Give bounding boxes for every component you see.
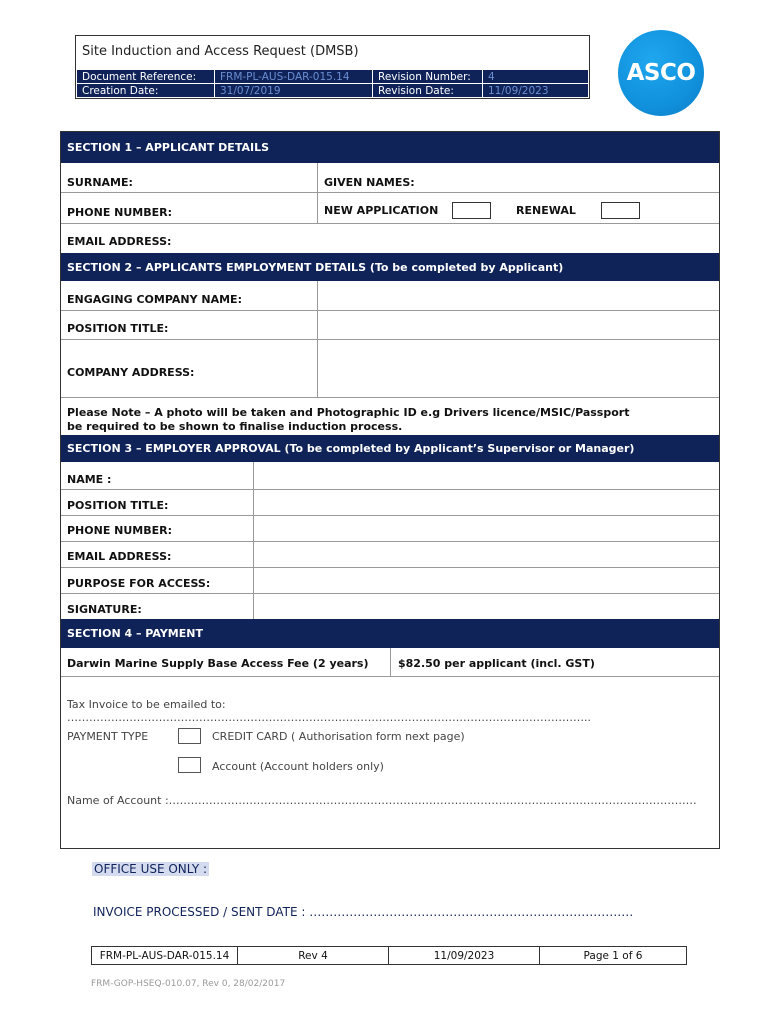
office-use-heading: OFFICE USE ONLY : — [94, 862, 208, 876]
divider — [61, 676, 719, 677]
asco-logo — [618, 30, 704, 116]
company-address-label: COMPANY ADDRESS: — [67, 366, 195, 379]
approver-position-label: POSITION TITLE: — [67, 499, 169, 512]
payment-type-label: PAYMENT TYPE — [67, 730, 149, 743]
divider — [61, 541, 719, 542]
given-names-label: GIVEN NAMES: — [324, 176, 415, 189]
document-header — [75, 35, 590, 99]
revision-number-value: 4 — [483, 70, 589, 84]
document-title: Site Induction and Access Request (DMSB) — [82, 44, 359, 59]
revision-date-label: Revision Date: — [373, 84, 483, 98]
tax-invoice-email-line: Tax Invoice to be emailed to: …………………………………………………………………………………………………………………………….. — [67, 698, 591, 724]
divider — [61, 223, 719, 224]
account-label: Account (Account holders only) — [212, 760, 384, 773]
name-of-account-line: Name of Account :……………………………………………………………………………………………………………………………… — [67, 794, 697, 807]
approver-phone-label: PHONE NUMBER: — [67, 524, 173, 537]
divider — [61, 515, 719, 516]
renewal-checkbox[interactable] — [601, 202, 640, 219]
creation-date-label: Creation Date: — [77, 84, 215, 98]
creation-date-value: 31/07/2019 — [215, 84, 373, 98]
phone-number-label: PHONE NUMBER: — [67, 206, 173, 219]
purpose-for-access-label: PURPOSE FOR ACCESS: — [67, 577, 211, 590]
footer-table — [91, 946, 687, 965]
access-fee-label: Darwin Marine Supply Base Access Fee (2 years) — [67, 657, 369, 670]
new-application-checkbox[interactable] — [452, 202, 491, 219]
email-address-label: EMAIL ADDRESS: — [67, 235, 172, 248]
section-1-header: SECTION 1 – APPLICANT DETAILS — [61, 132, 719, 163]
document-meta-table — [76, 69, 589, 98]
account-checkbox[interactable] — [178, 757, 201, 773]
approver-name-label: NAME : — [67, 473, 112, 486]
footer-form-code: FRM-GOP-HSEQ-010.07, Rev 0, 28/02/2017 — [91, 979, 286, 989]
revision-number-label: Revision Number: — [373, 70, 483, 84]
doc-ref-label: Document Reference: — [77, 70, 215, 84]
divider — [61, 339, 719, 340]
position-title-label: POSITION TITLE: — [67, 322, 169, 335]
surname-label: SURNAME: — [67, 176, 133, 189]
access-fee-value: $82.50 per applicant (incl. GST) — [398, 657, 595, 670]
revision-date-value: 11/09/2023 — [483, 84, 589, 98]
credit-card-label: CREDIT CARD ( Authorisation form next page) — [212, 730, 465, 743]
divider — [61, 310, 719, 311]
credit-card-checkbox[interactable] — [178, 728, 201, 744]
office-use-title — [92, 862, 209, 876]
divider — [390, 648, 391, 676]
new-application-label: NEW APPLICATION — [324, 204, 439, 217]
invoice-processed-line: INVOICE PROCESSED / SENT DATE : ……………………………………………………………………… — [93, 905, 634, 919]
divider — [61, 567, 719, 568]
doc-ref-value: FRM-PL-AUS-DAR-015.14 — [215, 70, 373, 84]
photo-note: Please Note – A photo will be taken and Photographic ID e.g Drivers licence/MSIC/Passport — [67, 406, 630, 419]
footer-page-number: Page 1 of 6 — [540, 947, 687, 965]
footer-reference: FRM-PL-AUS-DAR-015.14 — [92, 947, 238, 965]
engaging-company-label: ENGAGING COMPANY NAME: — [67, 293, 242, 306]
photo-note-continued: be required to be shown to finalise induction process. — [67, 420, 403, 433]
divider — [61, 192, 719, 193]
footer-date: 11/09/2023 — [389, 947, 540, 965]
divider — [317, 163, 318, 223]
logo-text: ASCO — [626, 60, 696, 86]
section-4-header: SECTION 4 – PAYMENT — [61, 619, 719, 648]
divider — [61, 489, 719, 490]
renewal-label: RENEWAL — [516, 204, 576, 217]
divider — [61, 593, 719, 594]
approver-email-label: EMAIL ADDRESS: — [67, 550, 172, 563]
signature-label: SIGNATURE: — [67, 603, 142, 616]
induction-form — [60, 131, 720, 849]
footer-revision: Rev 4 — [238, 947, 389, 965]
divider — [61, 397, 719, 398]
section-3-header: SECTION 3 – EMPLOYER APPROVAL (To be completed by Applicant’s Supervisor or Manager) — [61, 435, 719, 462]
section-2-header: SECTION 2 – APPLICANTS EMPLOYMENT DETAILS (To be completed by Applicant) — [61, 253, 719, 281]
